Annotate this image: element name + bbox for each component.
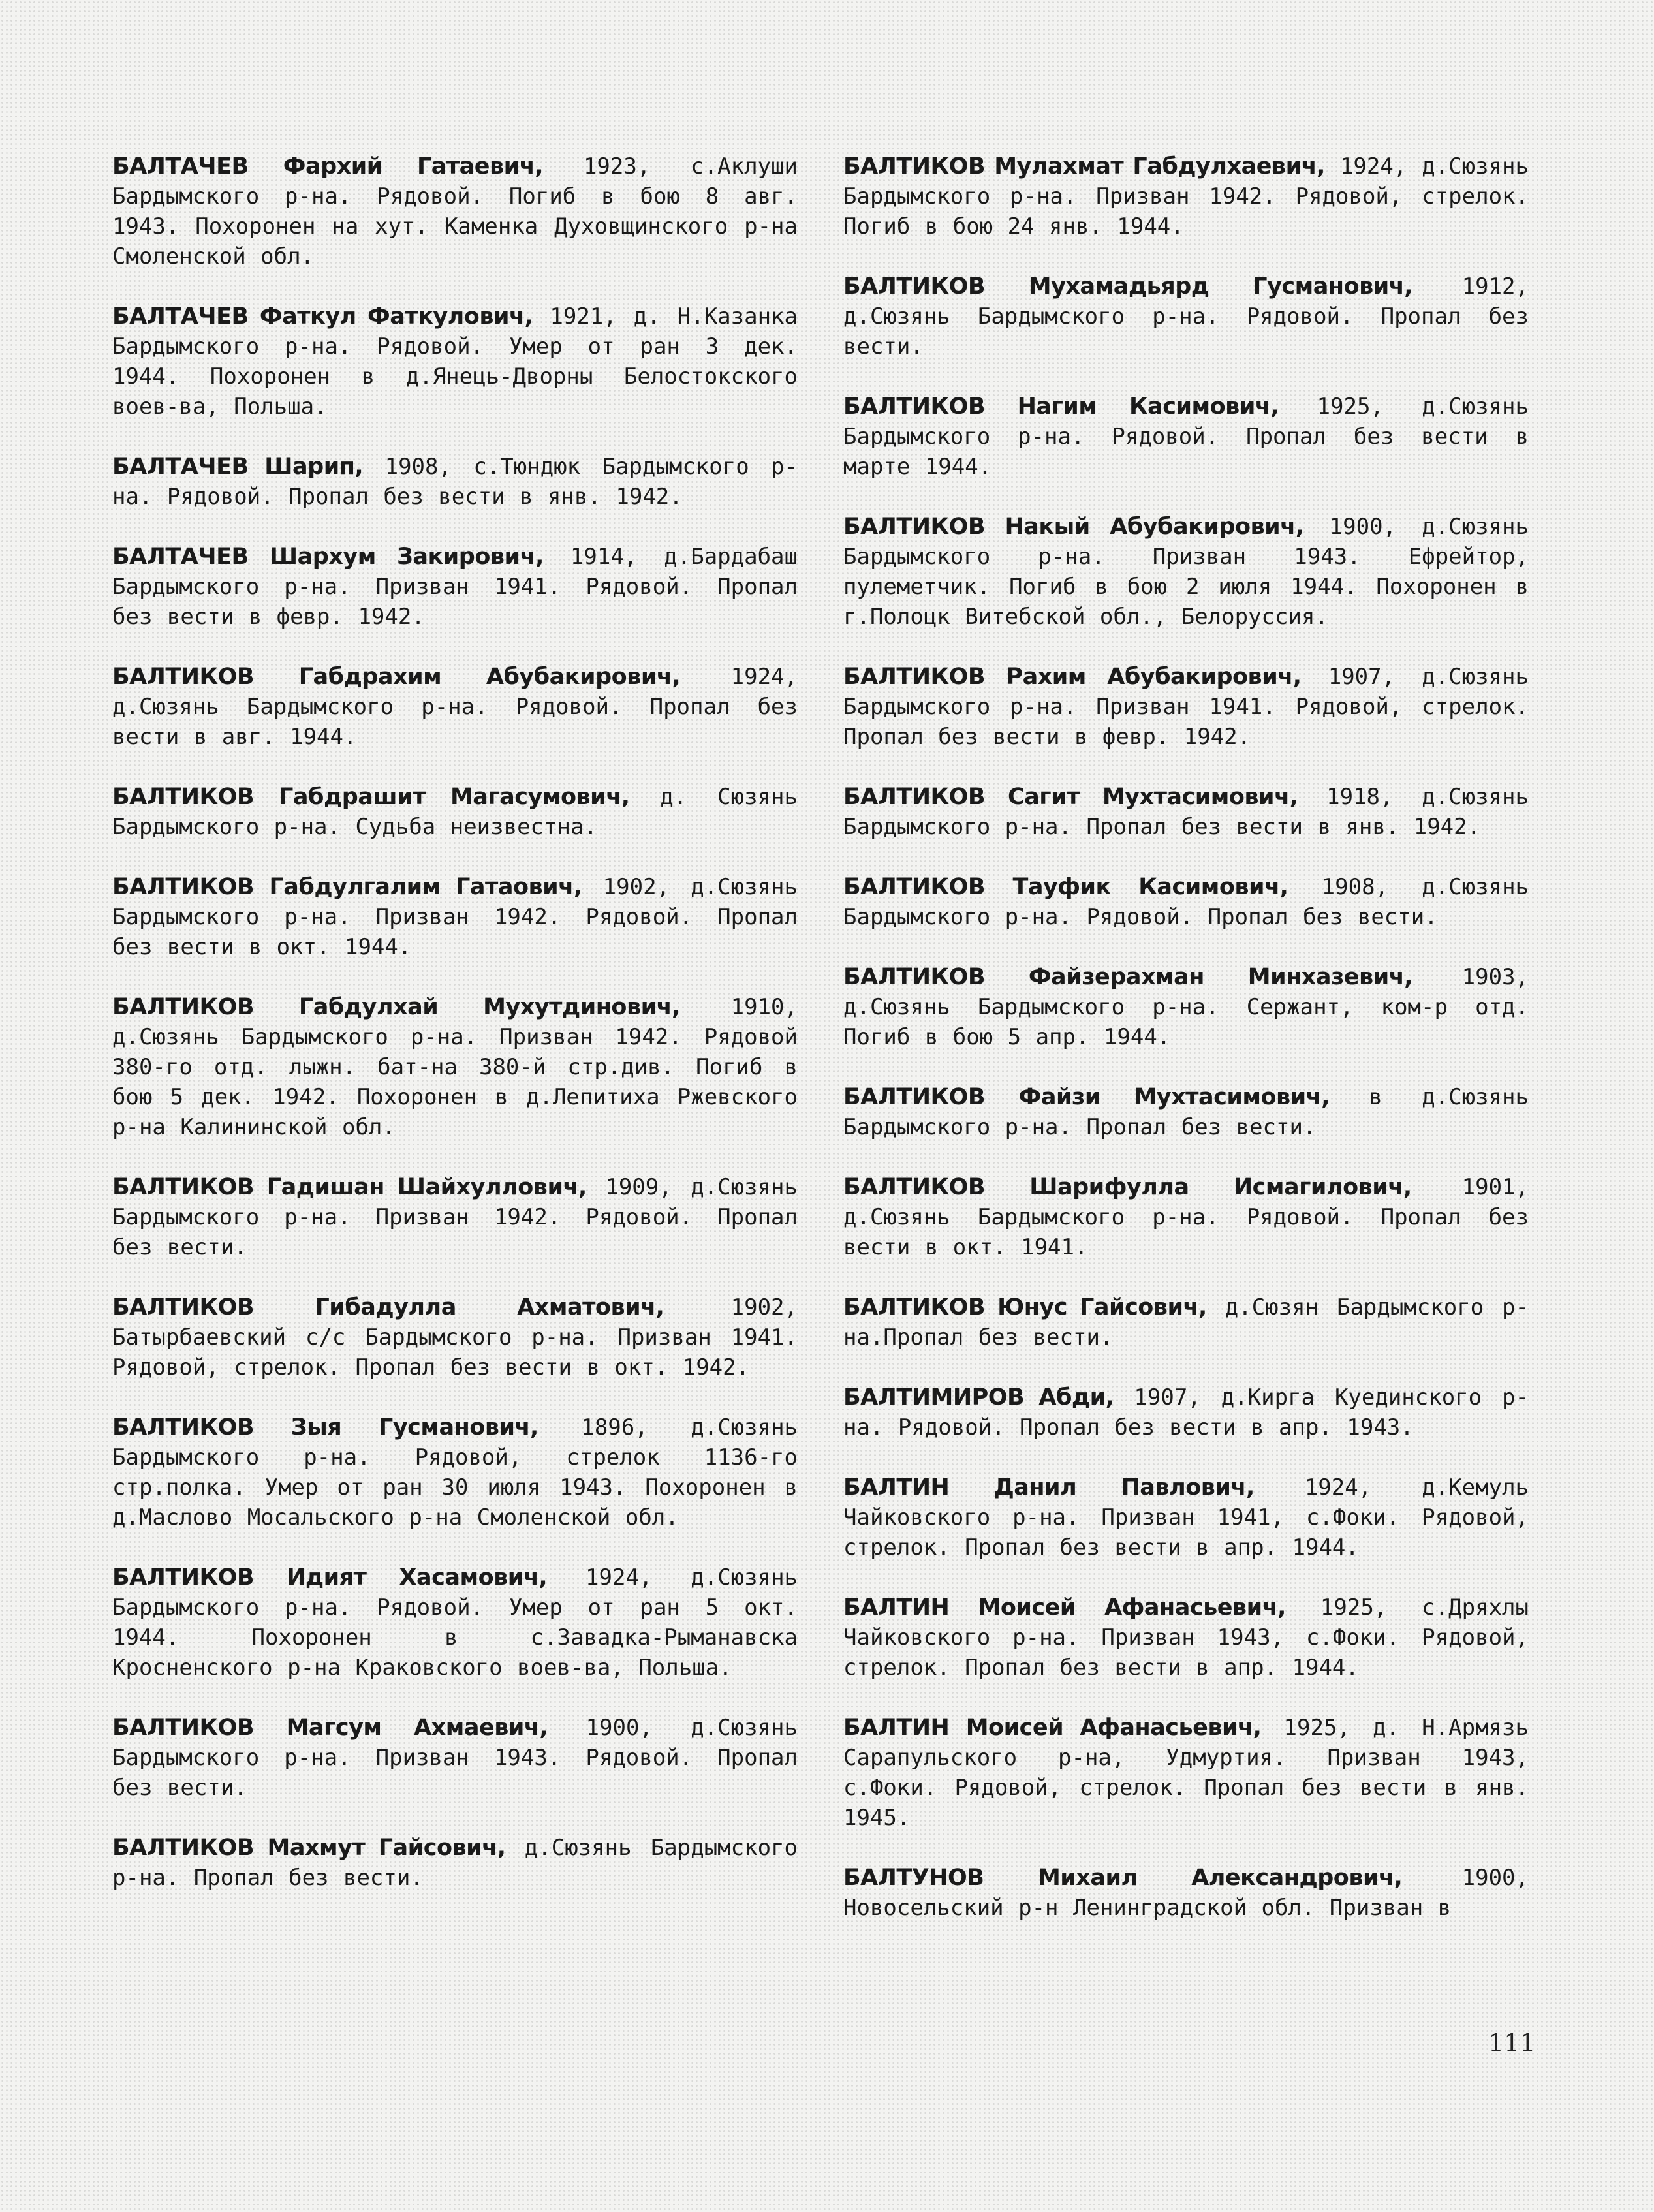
entry-name: БАЛТИКОВ Сагит Мухтасимович, [843, 784, 1298, 810]
register-entry [843, 512, 1529, 632]
register-entry [843, 782, 1529, 842]
register-entry [843, 1472, 1529, 1563]
entry-text: 1908, с.Тюндюк Бардымского р-на. Рядовой. Пропал без вести в янв. 1942. [112, 454, 798, 510]
register-entry [843, 662, 1529, 752]
register-entry [112, 452, 798, 512]
register-entry [843, 392, 1529, 482]
entry-text: 1924, д.Сюзянь Бардымского р-на. Призван 1942. Рядовой, стрелок. Погиб в бою 24 янв. 1944. [843, 153, 1529, 240]
entry-text: 1907, д.Кирга Куединского р-на. Рядовой. Пропал без вести в апр. 1943. [843, 1384, 1529, 1441]
register-entry [112, 1412, 798, 1533]
register-entry [843, 872, 1529, 932]
register-entry [843, 1082, 1529, 1142]
entry-name: БАЛТИКОВ Рахим Абубакирович, [843, 664, 1302, 690]
entry-name: БАЛТАЧЕВ Шархум Закирович, [112, 544, 544, 570]
entry-text: 1901, д.Сюзянь Бардымского р-на. Рядовой. Пропал без вести в окт. 1941. [843, 1174, 1529, 1260]
entry-name: БАЛТИКОВ Махмут Гайсович, [112, 1835, 506, 1861]
entry-text: 1918, д.Сюзянь Бардымского р-на. Пропал без вести в янв. 1942. [843, 784, 1529, 840]
register-entry [112, 1563, 798, 1683]
entry-name: БАЛТИКОВ Гибадулла Ахматович, [112, 1294, 664, 1320]
entry-text: 1903, д.Сюзянь Бардымского р-на. Сержант, ком-р отд. Погиб в бою 5 апр. 1944. [843, 964, 1529, 1050]
entry-text: 1900, Новосельский р-н Ленинградской обл. Призван в [843, 1865, 1529, 1921]
register-entry [112, 1172, 798, 1262]
entry-name: БАЛТИКОВ Файзерахман Минхазевич, [843, 964, 1413, 990]
entry-text: 1902, Батырбаевский с/с Бардымского р-на. Призван 1941. Рядовой, стрелок. Пропал без вести в окт. 1942. [112, 1294, 798, 1380]
register-entry [112, 662, 798, 752]
page-number: 111 [1488, 2029, 1536, 2057]
entry-name: БАЛТАЧЕВ Фаткул Фаткулович, [112, 304, 533, 330]
entry-text: в д.Сюзянь Бардымского р-на. Пропал без вести. [843, 1084, 1529, 1140]
entry-name: БАЛТИКОВ Идият Хасамович, [112, 1565, 548, 1591]
entry-name: БАЛТИН Моисей Афанасьевич, [843, 1715, 1262, 1741]
entry-name: БАЛТИКОВ Габдрашит Магасумович, [112, 784, 630, 810]
register-entry [843, 1172, 1529, 1262]
entry-text: 1925, с.Дряхлы Чайковского р-на. Призван 1943, с.Фоки. Рядовой, стрелок. Пропал без вести в апр. 1944. [843, 1595, 1529, 1681]
register-entry [112, 1833, 798, 1893]
register-entry [112, 302, 798, 422]
entry-text: 1910, д.Сюзянь Бардымского р-на. Призван 1942. Рядовой 380-го отд. лыжн. бат-на 380-й стр.див. Погиб в бою 5 дек. 1942. Похоронен в д.Лепитиха Ржевского р-на Калининской обл. [112, 994, 798, 1140]
entry-name: БАЛТИКОВ Шарифулла Исмагилович, [843, 1174, 1412, 1200]
entry-name: БАЛТИКОВ Зыя Гусманович, [112, 1414, 538, 1441]
entry-name: БАЛТИКОВ Габдулхай Мухутдинович, [112, 994, 680, 1020]
entry-name: БАЛТИКОВ Габдрахим Абубакирович, [112, 664, 681, 690]
register-entry [843, 1382, 1529, 1442]
entry-text: 1900, д.Сюзянь Бардымского р-на. Призван 1943. Ефрейтор, пулеметчик. Погиб в бою 2 июля 1944. Похоронен в г.Полоцк Витебской обл., Белоруссия. [843, 514, 1529, 630]
register-entry [843, 272, 1529, 362]
entry-name: БАЛТИКОВ Мухамадьярд Гусманович, [843, 273, 1413, 300]
left-column [112, 151, 798, 1923]
entry-name: БАЛТИКОВ Габдулгалим Гатаович, [112, 874, 582, 900]
entry-text: 1896, д.Сюзянь Бардымского р-на. Рядовой, стрелок 1136-го стр.полка. Умер от ран 30 июля 1943. Похоронен в д.Маслово Мосальского р-на Смоленской обл. [112, 1414, 798, 1531]
entry-name: БАЛТИКОВ Мулахмат Габдулхаевич, [843, 153, 1325, 179]
entry-text: 1925, д.Сюзянь Бардымского р-на. Рядовой. Пропал без вести в марте 1944. [843, 394, 1529, 480]
register-entry [112, 872, 798, 962]
entry-text: 1924, д.Сюзянь Бардымского р-на. Рядовой. Пропал без вести в авг. 1944. [112, 664, 798, 750]
entry-text: д. Сюзянь Бардымского р-на. Судьба неизвестна. [112, 784, 798, 840]
entry-text: 1924, д.Кемуль Чайковского р-на. Призван 1941, с.Фоки. Рядовой, стрелок. Пропал без вести в апр. 1944. [843, 1474, 1529, 1561]
entry-name: БАЛТИКОВ Магсум Ахмаевич, [112, 1715, 548, 1741]
entry-text: 1924, д.Сюзянь Бардымского р-на. Рядовой. Умер от ран 5 окт. 1944. Похоронен в с.Завадка-Рыманавска Кросненского р-на Краковского воев-ва, Польша. [112, 1565, 798, 1681]
entry-name: БАЛТИКОВ Тауфик Касимович, [843, 874, 1288, 900]
entry-name: БАЛТУНОВ Михаил Александрович, [843, 1865, 1403, 1891]
entry-text: 1908, д.Сюзянь Бардымского р-на. Рядовой. Пропал без вести. [843, 874, 1529, 930]
entry-text: 1912, д.Сюзянь Бардымского р-на. Рядовой. Пропал без вести. [843, 273, 1529, 360]
register-entry [112, 151, 798, 272]
register-entry [112, 782, 798, 842]
entry-text: 1902, д.Сюзянь Бардымского р-на. Призван 1942. Рядовой. Пропал без вести в окт. 1944. [112, 874, 798, 960]
entry-name: БАЛТАЧЕВ Шарип, [112, 454, 364, 480]
register-entry [843, 1292, 1529, 1352]
entry-text: 1909, д.Сюзянь Бардымского р-на. Призван 1942. Рядовой. Пропал без вести. [112, 1174, 798, 1260]
register-entry [112, 1713, 798, 1803]
entry-name: БАЛТИН Данил Павлович, [843, 1474, 1255, 1501]
entry-text: 1925, д. Н.Армязь Сарапульского р-на, Удмуртия. Призван 1943, с.Фоки. Рядовой, стрелок. Пропал без вести в янв. 1945. [843, 1715, 1529, 1831]
entry-text: д.Сюзянь Бардымского р-на. Пропал без вести. [112, 1835, 798, 1891]
right-column [843, 151, 1529, 1953]
register-entry [112, 992, 798, 1142]
entry-text: 1900, д.Сюзянь Бардымского р-на. Призван 1943. Рядовой. Пропал без вести. [112, 1715, 798, 1801]
register-entry [843, 1713, 1529, 1833]
entry-text: д.Сюзян Бардымского р-на.Пропал без вести. [843, 1294, 1529, 1350]
entry-name: БАЛТИКОВ Файзи Мухтасимович, [843, 1084, 1330, 1110]
entry-name: БАЛТИКОВ Нагим Касимович, [843, 394, 1279, 420]
entry-name: БАЛТИН Моисей Афанасьевич, [843, 1595, 1286, 1621]
entry-name: БАЛТИКОВ Гадишан Шайхуллович, [112, 1174, 587, 1200]
register-entry [843, 151, 1529, 241]
entry-name: БАЛТИКОВ Юнус Гайсович, [843, 1294, 1207, 1320]
register-entry [843, 1593, 1529, 1683]
entry-name: БАЛТИКОВ Накый Абубакирович, [843, 514, 1304, 540]
entry-text: 1921, д. Н.Казанка Бардымского р-на. Рядовой. Умер от ран 3 дек. 1944. Похоронен в д.Янець-Дворны Белостокского воев-ва, Польша. [112, 304, 798, 420]
entry-name: БАЛТАЧЕВ Фархий Гатаевич, [112, 153, 544, 179]
entry-name: БАЛТИМИРОВ Абди, [843, 1384, 1114, 1410]
entry-text: 1914, д.Бардабаш Бардымского р-на. Призван 1941. Рядовой. Пропал без вести в февр. 1942. [112, 544, 798, 630]
register-entry [112, 542, 798, 632]
entry-text: 1923, с.Аклуши Бардымского р-на. Рядовой. Погиб в бою 8 авг. 1943. Похоронен на хут. Каменка Духовщинского р-на Смоленской обл. [112, 153, 798, 270]
register-entry [843, 962, 1529, 1052]
register-entry [112, 1292, 798, 1382]
register-entry [843, 1863, 1529, 1923]
entry-text: 1907, д.Сюзянь Бардымского р-на. Призван 1941. Рядовой, стрелок. Пропал без вести в февр. 1942. [843, 664, 1529, 750]
